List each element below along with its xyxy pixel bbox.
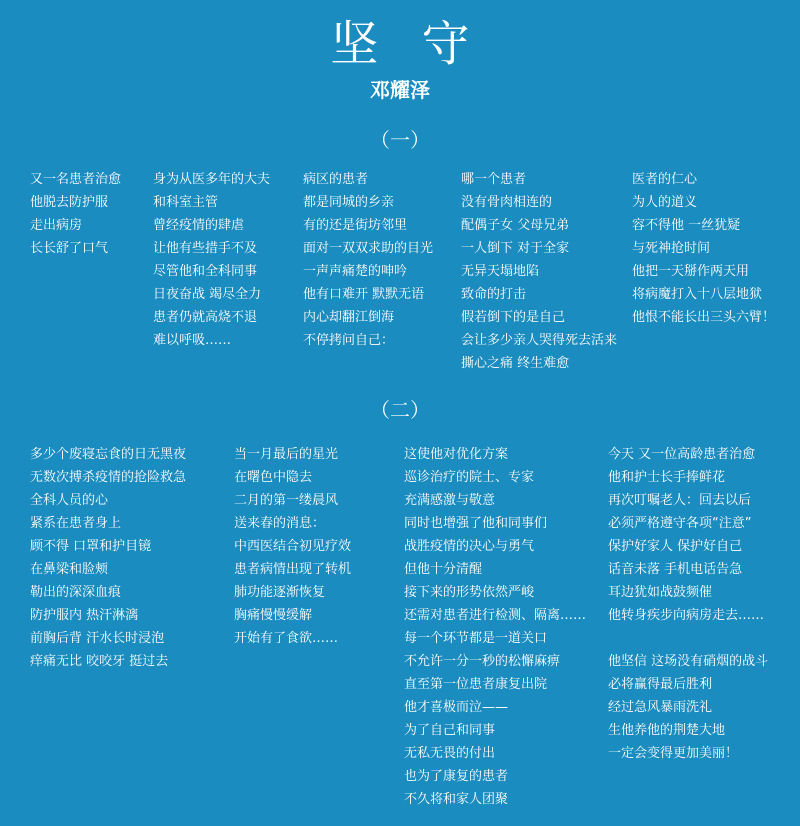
poem-line: 保护好家人 保护好自己	[608, 539, 743, 554]
poem-author: 邓耀泽	[370, 78, 430, 102]
poem-line: 身为从医多年的大夫	[153, 172, 271, 187]
section-2-column-1	[30, 443, 186, 673]
poem-line: 再次叮嘱老人：回去以后	[608, 493, 752, 508]
poem-line: 日夜奋战 竭尽全力	[153, 287, 262, 302]
poem-line: 送来春的消息：	[234, 516, 326, 531]
poem-line: 走出病房	[30, 218, 83, 233]
poem-line: 战胜疫情的决心与勇气	[404, 539, 535, 554]
poem-line: 会让多少亲人哭得死去活来	[461, 333, 618, 348]
poem-line: 曾经疫情的肆虐	[153, 218, 245, 233]
poem-line: 他脱去防护服	[30, 195, 109, 210]
poem-line: 耳边犹如战鼓频催	[608, 585, 713, 600]
poem-line: 不允许一分一秒的松懈麻痹	[404, 654, 561, 669]
section-2-column-4	[608, 443, 768, 765]
poem-line: 开始有了食欲……	[234, 631, 339, 646]
poem-line: 今天 又一位高龄患者治愈	[608, 447, 756, 462]
section-1-column-4	[461, 168, 617, 375]
poem-line: 配偶子女 父母兄弟	[461, 218, 570, 233]
poem-line: 在鼻梁和脸颊	[30, 562, 109, 577]
poem-line: 肺功能逐渐恢复	[234, 585, 326, 600]
poem-line: 直至第一位患者康复出院	[404, 677, 548, 692]
poem-line: 难以呼吸……	[153, 333, 232, 348]
poem-line: 他转身疾步向病房走去……	[608, 608, 765, 623]
poem-line: 胸痛慢慢缓解	[234, 608, 313, 623]
poem-line: 无私无畏的付出	[404, 746, 496, 761]
poem-title: 坚 守	[330, 16, 484, 72]
poem-line: 假若倒下的是自己	[461, 310, 566, 325]
poem-line: 接下来的形势依然严峻	[404, 585, 535, 600]
poem-line: 勒出的深深血痕	[30, 585, 122, 600]
poem-line: 当一月最后的星光	[234, 447, 339, 462]
poem-line: 一人倒下 对于全家	[461, 241, 570, 256]
poem-line: 和科室主管	[153, 195, 219, 210]
poem-line: 中西医结合初见疗效	[234, 539, 352, 554]
poem-line: 一定会变得更加美丽！	[608, 746, 739, 761]
poem-line: 撕心之痛 终生难愈	[461, 356, 570, 371]
poem-line: 致命的打击	[461, 287, 527, 302]
section-2-column-3	[404, 443, 586, 811]
poem-line: 有的还是街坊邻里	[303, 218, 408, 233]
poem-line: 充满感激与敬意	[404, 493, 496, 508]
poem-line: 他才喜极而泣——	[404, 700, 509, 715]
poem-line: 都是同城的乡亲	[303, 195, 395, 210]
poem-line: 但他十分清醒	[404, 562, 483, 577]
poem-line: 经过急风暴雨洗礼	[608, 700, 713, 715]
poem-line: 同时也增强了他和同事们	[404, 516, 548, 531]
poem-line: 没有骨肉相连的	[461, 195, 553, 210]
section-1-column-1	[30, 168, 121, 260]
poem-line: 哪一个患者	[461, 172, 527, 187]
poem-line: 必将赢得最后胜利	[608, 677, 713, 692]
poem-line: 话音未落 手机电话告急	[608, 562, 743, 577]
poem-line: 生他养他的荆楚大地	[608, 723, 726, 738]
poem-line: 防护服内 热汗淋漓	[30, 608, 139, 623]
poem-line: 他有口难开 默默无语	[303, 287, 425, 302]
poem-line: 也为了康复的患者	[404, 769, 509, 784]
poem-line: 长长舒了口气	[30, 241, 109, 256]
section-1-heading: （一）	[370, 128, 430, 152]
poem-line: 他坚信 这场没有硝烟的战斗	[608, 654, 769, 669]
poem-line: 他恨不能长出三头六臂！	[632, 310, 776, 325]
poem-line: 二月的第一缕晨风	[234, 493, 339, 508]
poem-line: 巡诊治疗的院士、专家	[404, 470, 535, 485]
poem-line: 尽管他和全科同事	[153, 264, 258, 279]
poem-line: 无数次搏杀疫情的抢险救急	[30, 470, 187, 485]
poem-line: 内心却翻江倒海	[303, 310, 395, 325]
poem-line: 多少个废寝忘食的日无黑夜	[30, 447, 187, 462]
poem-line: 紧系在患者身上	[30, 516, 122, 531]
section-2-heading: （二）	[370, 398, 430, 422]
poem-line: 又一名患者治愈	[30, 172, 122, 187]
poem-line: 还需对患者进行检测、隔离……	[404, 608, 587, 623]
poem-line: 这使他对优化方案	[404, 447, 509, 462]
poem-line: 面对一双双求助的目光	[303, 241, 434, 256]
poem-line: 让他有些措手不及	[153, 241, 258, 256]
poem-line: 患者病情出现了转机	[234, 562, 352, 577]
poem-line: 不停拷问自己：	[303, 333, 395, 348]
poem-line: 痒痛无比 咬咬牙 挺过去	[30, 654, 169, 669]
poem-line: 一声声痛楚的呻吟	[303, 264, 408, 279]
poem-line: 为人的道义	[632, 195, 698, 210]
poem-line: 全科人员的心	[30, 493, 109, 508]
poem-line: 顾不得 口罩和护目镜	[30, 539, 152, 554]
poem-line: 与死神抢时间	[632, 241, 711, 256]
poem-line: 他和护士长手捧鲜花	[608, 470, 726, 485]
poem-line: 前胸后背 汗水长时浸泡	[30, 631, 165, 646]
poem-line: 医者的仁心	[632, 172, 698, 187]
poem-line: 为了自己和同事	[404, 723, 496, 738]
poem-line: 容不得他 一丝犹疑	[632, 218, 741, 233]
stanza-gap	[608, 627, 768, 650]
poem-line: 不久将和家人团聚	[404, 792, 509, 807]
poem-line: 他把一天掰作两天用	[632, 264, 750, 279]
poem-line: 每一个环节都是一道关口	[404, 631, 548, 646]
poem-line: 患者仍就高烧不退	[153, 310, 258, 325]
poem-line: 病区的患者	[303, 172, 369, 187]
poem-line: 无异天塌地陷	[461, 264, 540, 279]
poem-line: 将病魔打入十八层地狱	[632, 287, 763, 302]
section-1-column-5	[632, 168, 775, 329]
section-2-column-2	[234, 443, 351, 650]
section-1-column-2	[153, 168, 270, 352]
poem-line: 在曙色中隐去	[234, 470, 313, 485]
poem-line: 必须严格遵守各项“注意”	[608, 516, 752, 531]
section-1-column-3	[303, 168, 433, 352]
